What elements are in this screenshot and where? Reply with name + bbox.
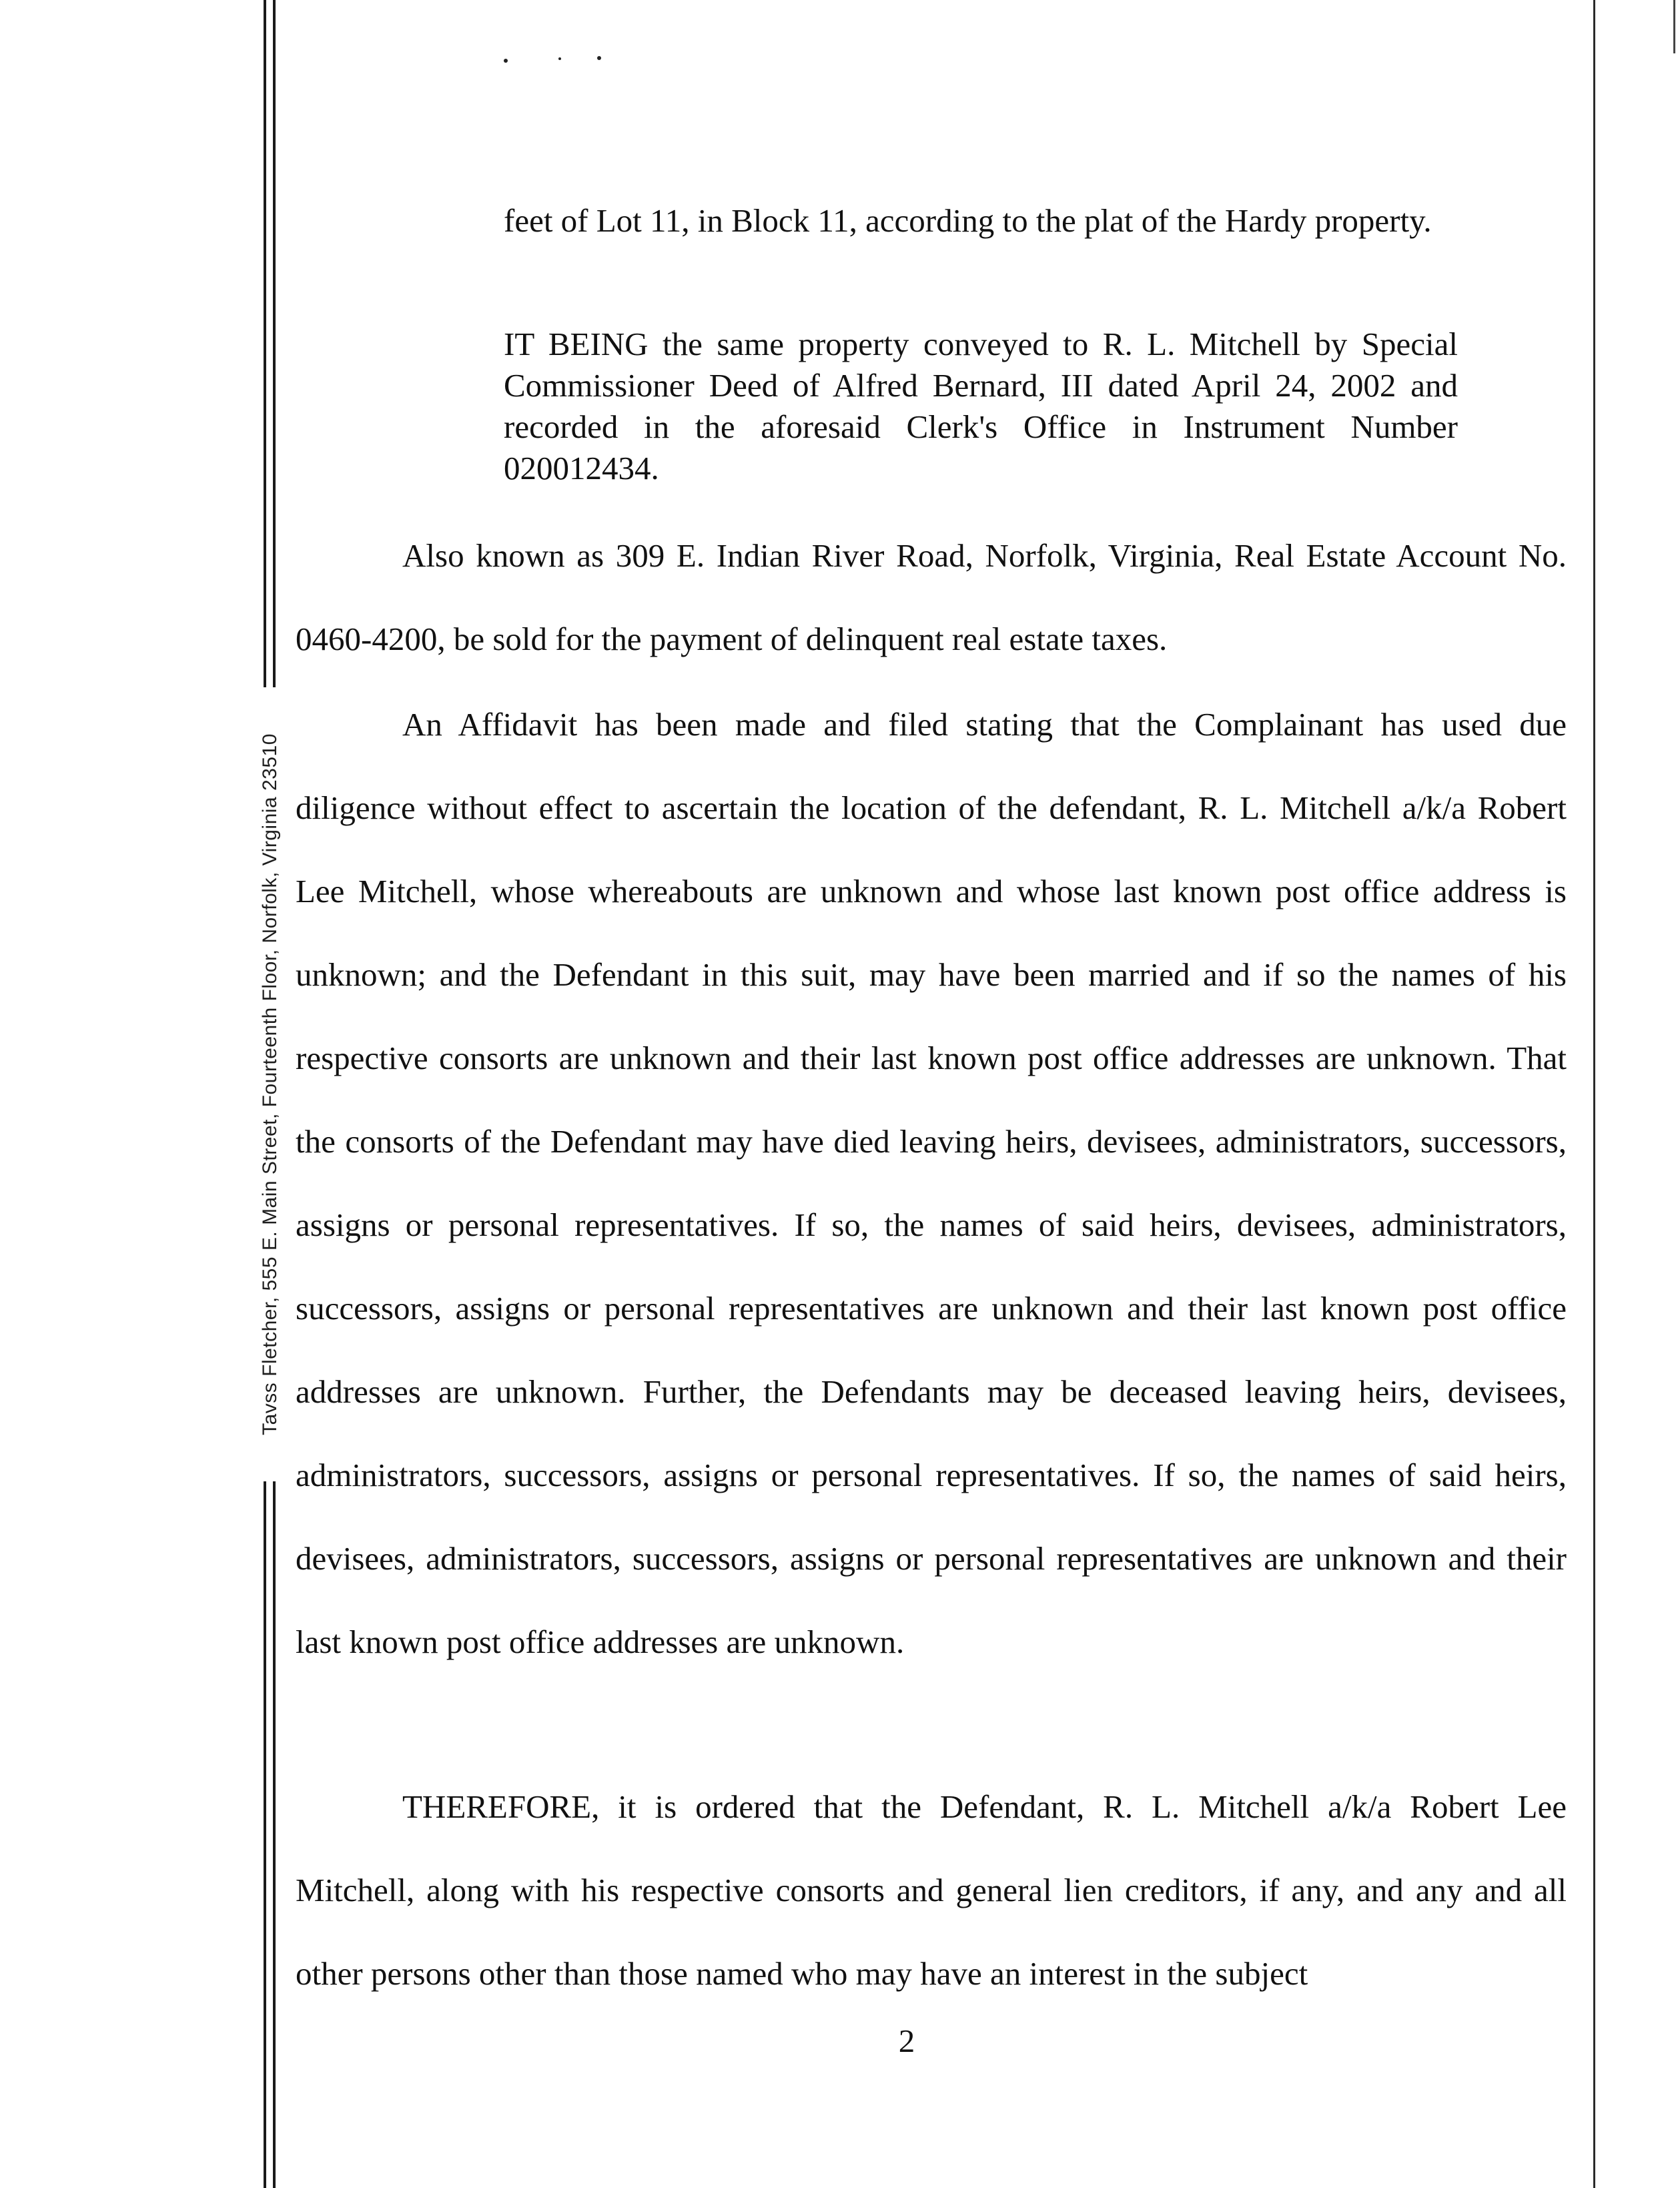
scan-speck bbox=[504, 59, 508, 63]
also-known-text: Also known as 309 E. Indian River Road, Norfolk, Virginia, Real Estate Account No. 0460-4200, be sold for the payment of delinquent real estate taxes. bbox=[296, 537, 1567, 657]
right-margin-rule bbox=[1593, 0, 1595, 2188]
lot-description: feet of Lot 11, in Block 11, according to the plat of the Hardy property. bbox=[504, 202, 1432, 239]
page-edge-mark bbox=[1673, 0, 1675, 53]
therefore-text: THEREFORE, it is ordered that the Defendant, R. L. Mitchell a/k/a Robert Lee Mitchell, along with his respective consorts and general lien creditors, if any, and any and all other persons other than those named who may have an interest in the subject bbox=[296, 1788, 1567, 1992]
scan-specks bbox=[504, 55, 610, 68]
conveyance-description: IT BEING the same property conveyed to R. L. Mitchell by Special Commissioner Deed of Alfred Bernard, III dated April 24, 2002 and recorded in the aforesaid Clerk's Office in Instrument Number 020012434. bbox=[504, 326, 1458, 486]
affidavit-text: An Affidavit has been made and filed stating that the Complainant has used due diligence without effect to ascertain the location of the defendant, R. L. Mitchell a/k/a Robert Lee Mitchell, whose whereabouts are unknown and whose last known post office address is unknown; and the Defendant in this suit, may have been married and if so the names of his respective consorts are unknown and their last known post office addresses are unknown. That the consorts of the Defendant may have died leaving heirs, devisees, administrators, successors, assigns or personal representatives. If so, the names of said heirs, devisees, administrators, successors, assigns or personal representatives are unknown and their last known post office addresses are unknown. Further, the Defendants may be deceased leaving heirs, devisees, administrators, successors, assigns or personal representatives. If so, the names of said heirs, devisees, administrators, successors, assigns or personal representatives are unknown and their last known post office addresses are unknown. bbox=[296, 706, 1567, 1660]
scan-speck bbox=[597, 56, 601, 60]
scan-speck bbox=[558, 57, 561, 60]
therefore-paragraph bbox=[296, 1765, 1567, 2015]
page-number: 2 bbox=[898, 2023, 915, 2059]
affidavit-paragraph bbox=[296, 683, 1567, 1684]
also-known-paragraph bbox=[296, 514, 1567, 681]
margin-firm-address: Tavss Fletcher, 555 E. Main Street, Fourteenth Floor, Norfolk, Virginia 23510 bbox=[259, 733, 281, 1435]
